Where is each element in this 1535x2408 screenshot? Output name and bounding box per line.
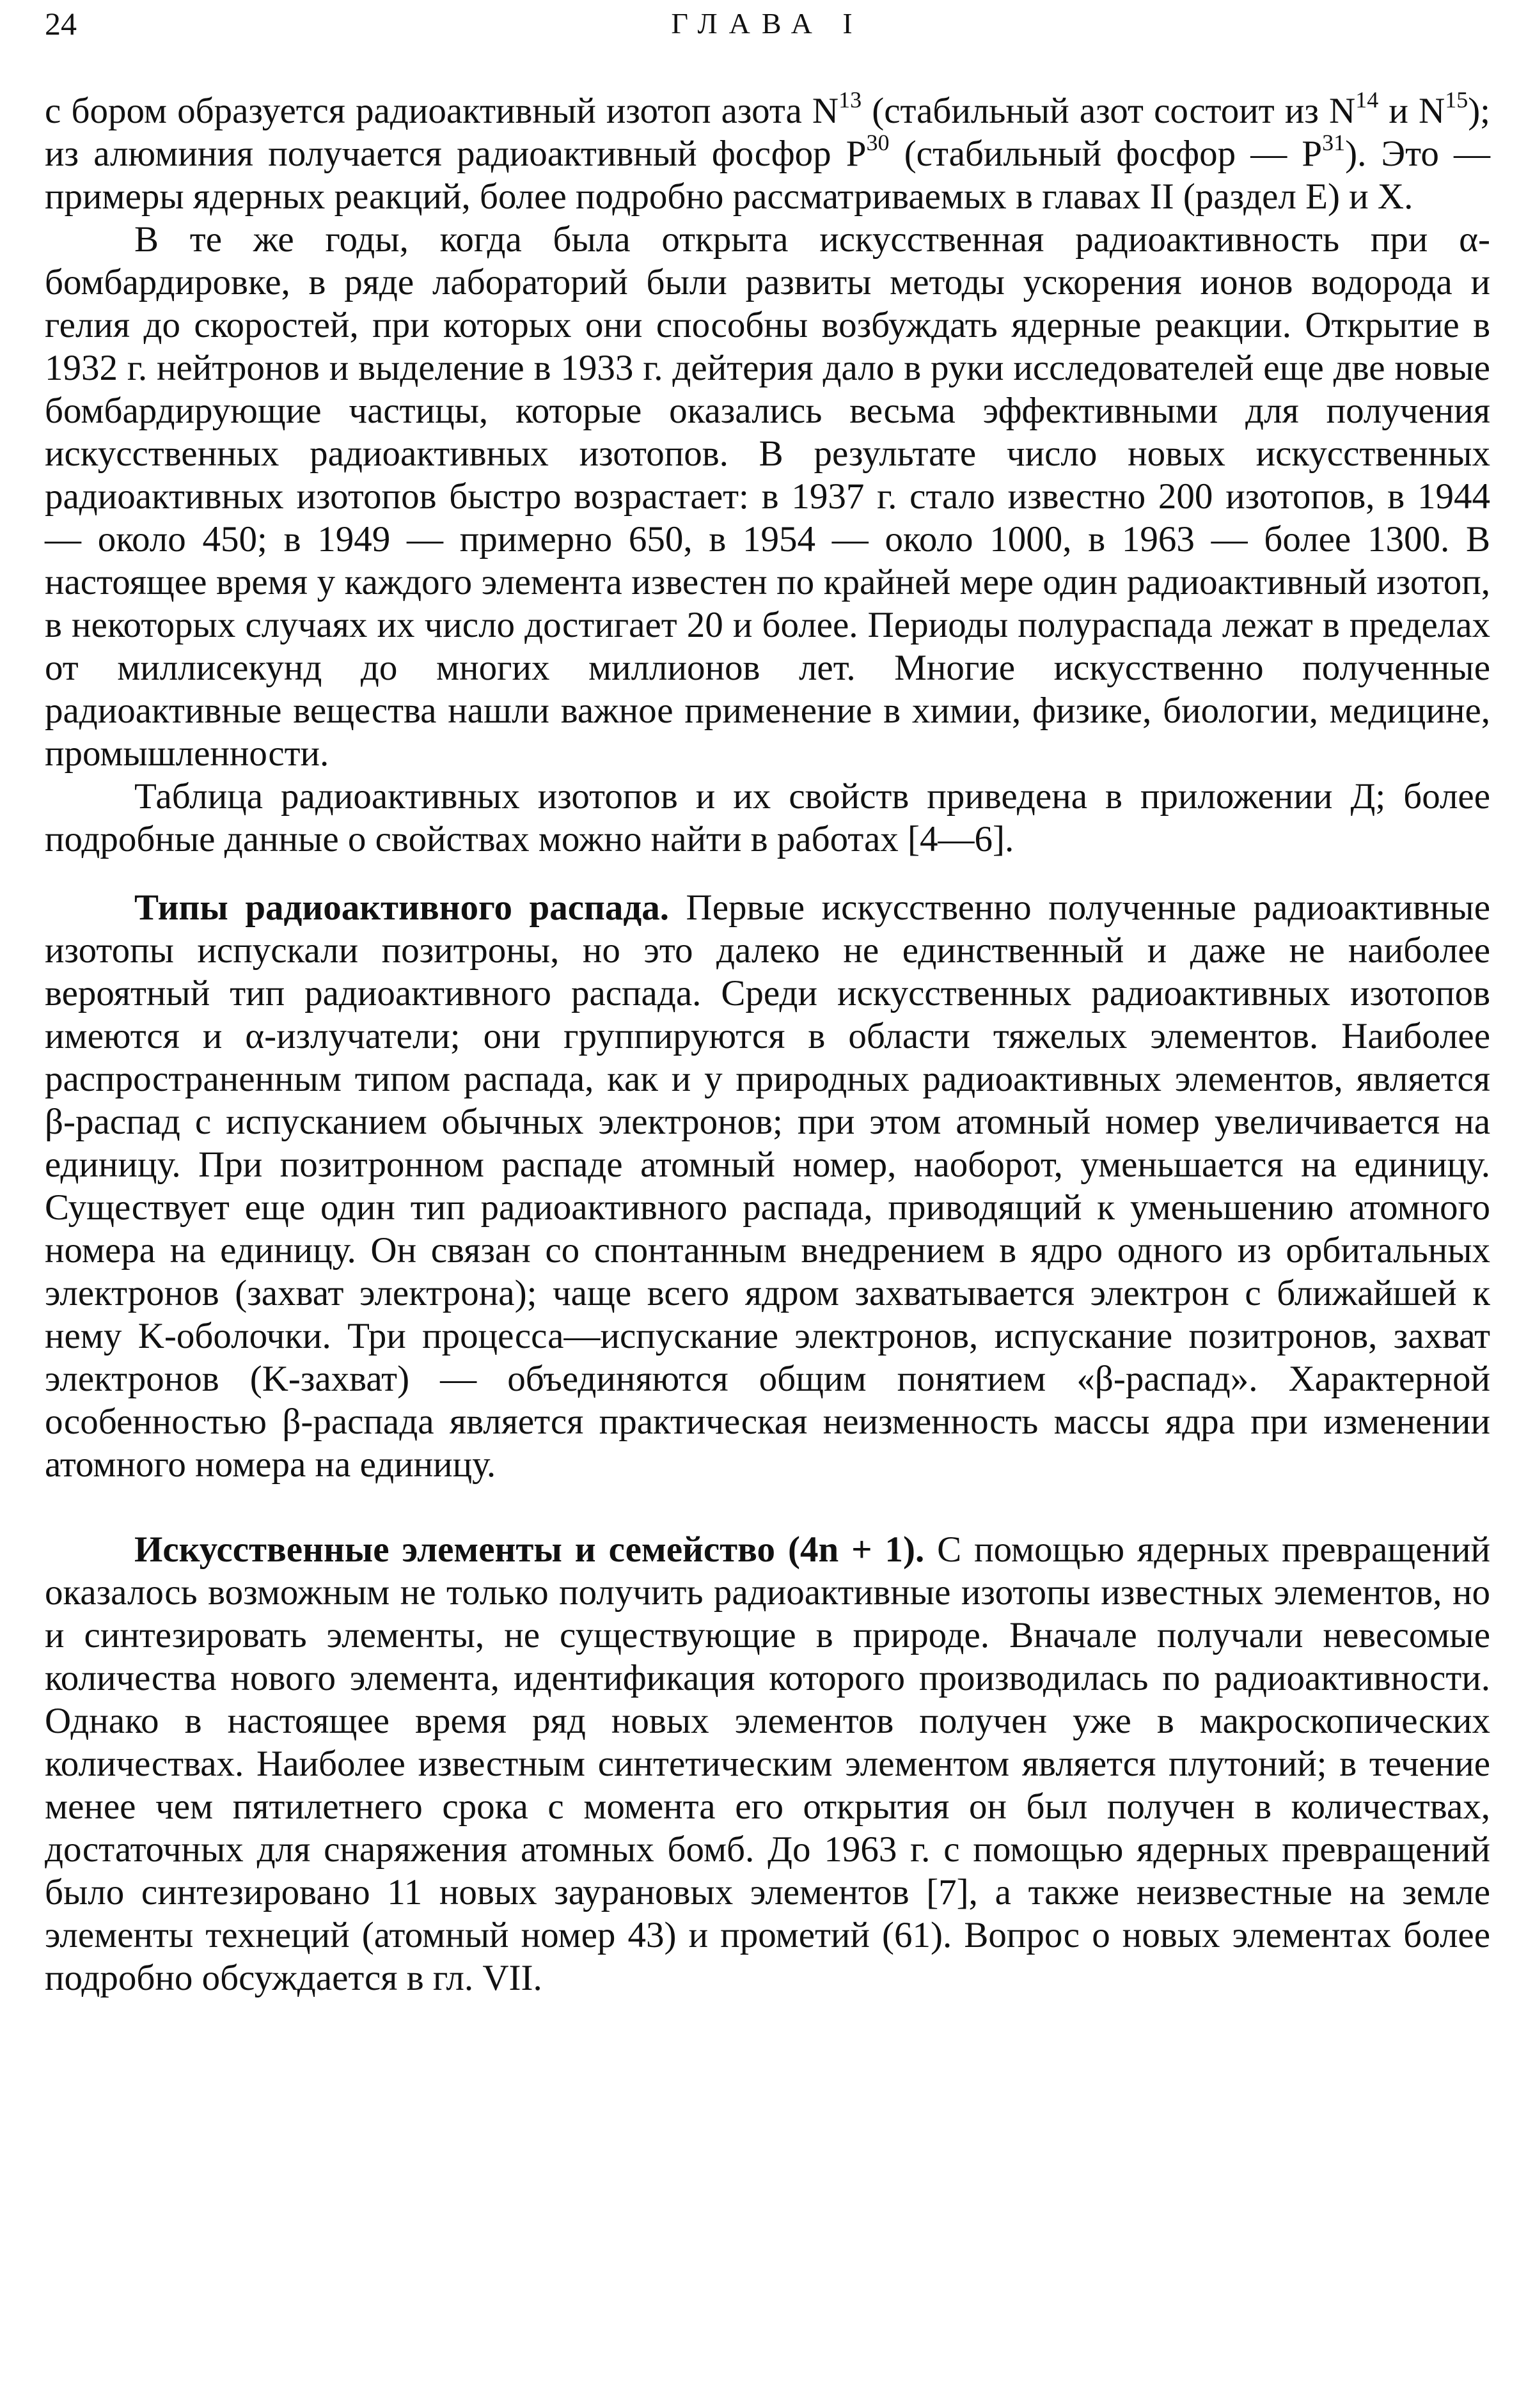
chapter-title: ГЛАВА I [671,7,864,40]
superscript-mass-number: 30 [866,130,890,155]
body-text [45,87,1491,1999]
text-run: и N [1378,91,1445,131]
text-run: ). Это — примеры ядерных реакций, более подробно рассматриваемых в главах II (раздел Е) и X. [45,134,1490,217]
section-heading-artificial-elements: Искусственные элементы и семейство (4n + 1). [134,1529,925,1570]
paragraph-isotopes-continued [45,87,1491,218]
text-run: ); из алюминия получается радиоактивный фосфор P [45,91,1491,174]
paragraph-isotope-table: Таблица радиоактивных изотопов и их свойств приведена в приложении Д; более подробные данные о свойствах можно найти в работах [4—6]. [45,776,1490,859]
paragraph-text: Первые искусственно полученные радиоактивные изотопы испускали позитроны, но это далеко не единственный и даже не наиболее вероятный тип радиоактивного распада. Среди искусственных радиоактивных изотопов имеются и α-излучатели; они группируются в области тяжелых элементов. Наиболее распространенным типом распада, как и у природных радиоактивных элементов, является β-распад с испусканием обычных электронов; при этом атомный номер увеличивается на единицу. При позитронном распаде атомный номер, наоборот, уменьшается на единицу. Существует еще один тип радиоактивного распада, приводящий к уменьшению атомного номера на единицу. Он связан со спонтанным внедрением в ядро одного из орбитальных электронов (захват электрона); чаще всего ядром захватывается электрон с ближайшей к нему K-оболочки. Три процесса—испускание электронов, испускание позитронов, захват электронов (K-захват) — объединяются общим понятием «β-распад». Характерной особенностью β-распада является практическая неизменность массы ядра при изменении атомного номера на единицу. [45,887,1491,1485]
paragraph-artificial-radioactivity: В те же годы, когда была открыта искусственная радиоактивность при α-бомбардировке, в ряде лабораторий были развиты методы ускорения ионов водорода и гелия до скоростей, при которых они способны возбуждать ядерные реакции. Открытие в 1932 г. нейтронов и выделение в 1933 г. дейтерия дало в руки исследователей еще две новые бомбардирующие частицы, которые оказались весьма эффективными для получения искусственных радиоактивных изотопов. В результате число новых искусственных радиоактивных изотопов быстро возрастает: в 1937 г. стало известно 200 изотопов, в 1944 — около 450; в 1949 — примерно 650, в 1954 — около 1000, в 1963 — более 1300. В настоящее время у каждого элемента известен по крайней мере один радиоактивный изотоп, в некоторых случаях их число достигает 20 и более. Периоды полураспада лежат в пределах от миллисекунд до многих миллионов лет. Многие искусственно полученные радиоактивные вещества нашли важное применение в химии, физике, биологии, медицине, промышленности. [45,219,1490,774]
text-run: (стабильный фосфор — P [889,134,1323,174]
text-run: с бором образуется радиоактивный изотоп азота N [45,91,839,131]
superscript-mass-number: 14 [1355,87,1379,113]
paragraph-artificial-elements [45,1528,1490,1999]
paragraph-text: С помощью ядерных превращений оказалось возможным не только получить радиоактивные изотопы известных элементов, но и синтезировать элементы, не существующие в природе. Вначале получали невесомые количества нового элемента, идентификация которого производилась по радиоактивности. Однако в настоящее время ряд новых элементов получен уже в макроскопических количествах. Наиболее известным синтетическим элементом является плутоний; в течение менее чем пятилетнего срока с момента его открытия он был получен в количествах, достаточных для снаряжения атомных бомб. До 1963 г. с помощью ядерных превращений было синтезировано 11 новых заурановых элементов [7], а также неизвестные на земле элементы технеций (атомный номер 43) и прометий (61). Вопрос о новых элементах более подробно обсуждается в гл. VII. [45,1529,1491,1998]
superscript-mass-number: 13 [838,87,862,113]
superscript-mass-number: 15 [1445,87,1468,113]
running-head [45,1,1490,52]
superscript-mass-number: 31 [1322,130,1346,155]
page-number: 24 [45,6,77,42]
book-page [45,0,1490,2408]
paragraph-decay-types [45,886,1490,1486]
section-heading-decay-types: Типы радиоактивного распада. [134,887,669,928]
text-run: (стабильный азот состоит из N [862,91,1356,131]
